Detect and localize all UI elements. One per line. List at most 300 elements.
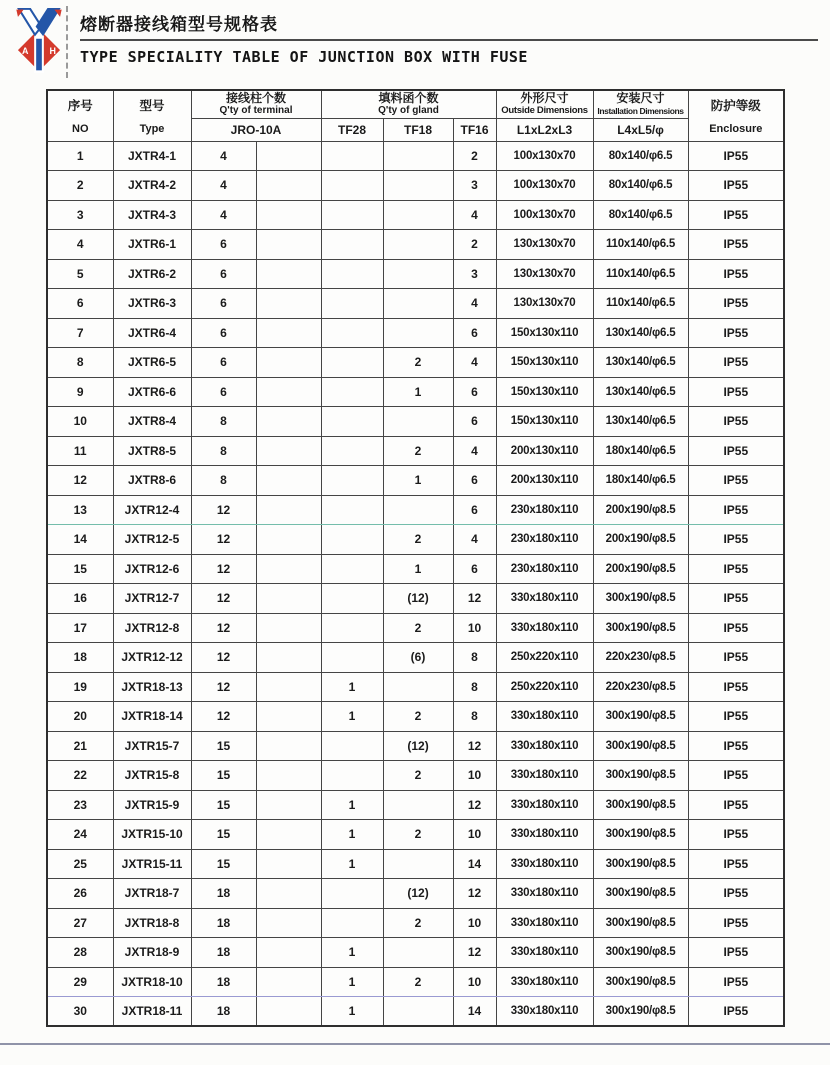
cell-jro-b [256, 908, 321, 938]
cell-jro-b [256, 200, 321, 230]
cell-type: JXTR12-5 [113, 525, 191, 555]
table-row [47, 171, 784, 201]
cell-install-dim: 300x190/φ8.5 [593, 997, 688, 1027]
cell-outside-dim: 200x130x110 [496, 466, 593, 496]
cell-install-dim: 200x190/φ8.5 [593, 554, 688, 584]
cell-no: 15 [47, 554, 113, 584]
cell-jro-a: 12 [191, 495, 256, 525]
cell-jro-b [256, 407, 321, 437]
cell-outside-dim: 250x220x110 [496, 672, 593, 702]
cell-tf18 [383, 200, 453, 230]
cell-jro-a: 6 [191, 377, 256, 407]
cell-jro-a: 15 [191, 849, 256, 879]
cell-enclosure: IP55 [688, 613, 784, 643]
cell-tf28 [321, 584, 383, 614]
cell-install-dim: 300x190/φ8.5 [593, 702, 688, 732]
cell-no: 16 [47, 584, 113, 614]
cell-jro-a: 6 [191, 289, 256, 319]
cell-install-dim: 110x140/φ6.5 [593, 289, 688, 319]
cell-type: JXTR6-6 [113, 377, 191, 407]
cell-tf16: 2 [453, 230, 496, 260]
cell-outside-dim: 330x180x110 [496, 731, 593, 761]
subcol-tf28: TF28 [321, 118, 383, 141]
table-row [47, 731, 784, 761]
emblem-left-arm [19, 9, 42, 35]
col-type-en: Type [139, 122, 165, 135]
cell-tf18 [383, 849, 453, 879]
cell-tf28 [321, 643, 383, 673]
cell-enclosure: IP55 [688, 908, 784, 938]
col-enclosure-en: Enclosure [709, 122, 763, 135]
cell-no: 4 [47, 230, 113, 260]
cell-no: 13 [47, 495, 113, 525]
cell-jro-a: 18 [191, 879, 256, 909]
cell-tf18: 1 [383, 377, 453, 407]
table-row [47, 377, 784, 407]
table-row [47, 466, 784, 496]
cell-no: 30 [47, 997, 113, 1027]
cell-type: JXTR6-4 [113, 318, 191, 348]
cell-tf16: 10 [453, 967, 496, 997]
cell-tf18 [383, 259, 453, 289]
cell-tf16: 10 [453, 613, 496, 643]
cell-install-dim: 130x140/φ6.5 [593, 318, 688, 348]
col-type-zh: 型号 [139, 98, 165, 113]
table-row [47, 554, 784, 584]
cell-tf16: 10 [453, 820, 496, 850]
cell-enclosure: IP55 [688, 289, 784, 319]
cell-no: 22 [47, 761, 113, 791]
cell-install-dim: 300x190/φ8.5 [593, 761, 688, 791]
cell-no: 8 [47, 348, 113, 378]
cell-enclosure: IP55 [688, 643, 784, 673]
cell-no: 27 [47, 908, 113, 938]
cell-tf18 [383, 495, 453, 525]
cell-outside-dim: 330x180x110 [496, 849, 593, 879]
cell-no: 9 [47, 377, 113, 407]
col-header-install [593, 90, 688, 118]
subcol-tf18: TF18 [383, 118, 453, 141]
cell-outside-dim: 250x220x110 [496, 643, 593, 673]
cell-tf18 [383, 938, 453, 968]
cell-tf16: 6 [453, 554, 496, 584]
cell-no: 20 [47, 702, 113, 732]
cell-enclosure: IP55 [688, 466, 784, 496]
cell-tf16: 14 [453, 997, 496, 1027]
col-gland-zh: 填料函个数 [378, 91, 439, 106]
cell-tf28: 1 [321, 702, 383, 732]
cell-jro-a: 8 [191, 436, 256, 466]
cell-no: 23 [47, 790, 113, 820]
cell-tf28 [321, 879, 383, 909]
table-row [47, 702, 784, 732]
cell-tf16: 12 [453, 790, 496, 820]
cell-tf16: 12 [453, 879, 496, 909]
cell-tf18: 2 [383, 820, 453, 850]
table-row [47, 584, 784, 614]
cell-enclosure: IP55 [688, 820, 784, 850]
cell-tf16: 3 [453, 171, 496, 201]
cell-tf18 [383, 171, 453, 201]
cell-jro-b [256, 761, 321, 791]
table-row [47, 407, 784, 437]
title-underline [80, 39, 818, 41]
cell-enclosure: IP55 [688, 731, 784, 761]
cell-jro-a: 4 [191, 200, 256, 230]
cell-outside-dim: 330x180x110 [496, 613, 593, 643]
table-row [47, 200, 784, 230]
table-row [47, 436, 784, 466]
cell-type: JXTR18-8 [113, 908, 191, 938]
cell-jro-b [256, 141, 321, 171]
cell-no: 21 [47, 731, 113, 761]
cell-type: JXTR18-11 [113, 997, 191, 1027]
cell-enclosure: IP55 [688, 200, 784, 230]
cell-jro-a: 15 [191, 820, 256, 850]
cell-tf16: 6 [453, 318, 496, 348]
cell-jro-b [256, 171, 321, 201]
col-install-zh: 安装尺寸 [616, 91, 665, 106]
cell-install-dim: 300x190/φ8.5 [593, 820, 688, 850]
table-row [47, 879, 784, 909]
cell-install-dim: 300x190/φ8.5 [593, 967, 688, 997]
cell-enclosure: IP55 [688, 171, 784, 201]
cell-tf16: 4 [453, 200, 496, 230]
cell-no: 5 [47, 259, 113, 289]
table-row [47, 643, 784, 673]
cell-install-dim: 130x140/φ6.5 [593, 377, 688, 407]
cell-type: JXTR12-8 [113, 613, 191, 643]
cell-jro-b [256, 702, 321, 732]
cell-enclosure: IP55 [688, 997, 784, 1027]
cell-outside-dim: 130x130x70 [496, 259, 593, 289]
cell-jro-b [256, 554, 321, 584]
cell-tf18: (6) [383, 643, 453, 673]
cell-jro-b [256, 377, 321, 407]
cell-jro-b [256, 820, 321, 850]
cell-jro-a: 15 [191, 790, 256, 820]
cell-tf18: 2 [383, 613, 453, 643]
emblem-letter-h: H [49, 46, 56, 57]
cell-jro-a: 15 [191, 731, 256, 761]
cell-tf28 [321, 141, 383, 171]
cell-tf28: 1 [321, 790, 383, 820]
cell-tf16: 6 [453, 495, 496, 525]
page-bottom-rule [0, 1043, 830, 1045]
cell-no: 29 [47, 967, 113, 997]
cell-tf16: 6 [453, 407, 496, 437]
table-row [47, 259, 784, 289]
cell-jro-a: 12 [191, 672, 256, 702]
cell-tf16: 3 [453, 259, 496, 289]
cell-no: 17 [47, 613, 113, 643]
cell-tf28 [321, 171, 383, 201]
col-no-en: NO [72, 122, 89, 135]
cell-outside-dim: 330x180x110 [496, 761, 593, 791]
cell-outside-dim: 330x180x110 [496, 702, 593, 732]
cell-install-dim: 220x230/φ8.5 [593, 643, 688, 673]
cell-install-dim: 110x140/φ6.5 [593, 230, 688, 260]
cell-type: JXTR6-2 [113, 259, 191, 289]
cell-type: JXTR6-1 [113, 230, 191, 260]
cell-tf16: 12 [453, 938, 496, 968]
cell-install-dim: 130x140/φ6.5 [593, 407, 688, 437]
cell-tf28 [321, 377, 383, 407]
cell-jro-b [256, 938, 321, 968]
cell-no: 12 [47, 466, 113, 496]
cell-outside-dim: 100x130x70 [496, 171, 593, 201]
cell-outside-dim: 150x130x110 [496, 348, 593, 378]
cell-tf28 [321, 407, 383, 437]
cell-no: 11 [47, 436, 113, 466]
cell-install-dim: 80x140/φ6.5 [593, 141, 688, 171]
cell-jro-b [256, 466, 321, 496]
cell-tf28: 1 [321, 849, 383, 879]
cell-tf16: 8 [453, 672, 496, 702]
cell-jro-a: 12 [191, 613, 256, 643]
cell-type: JXTR18-14 [113, 702, 191, 732]
cell-jro-a: 18 [191, 908, 256, 938]
cell-jro-b [256, 259, 321, 289]
table-row [47, 908, 784, 938]
subcol-l1l2l3: L1xL2xL3 [496, 118, 593, 141]
cell-type: JXTR4-1 [113, 141, 191, 171]
cell-tf18: 2 [383, 436, 453, 466]
col-gland-en: Q'ty of gland [378, 105, 439, 117]
cell-install-dim: 80x140/φ6.5 [593, 171, 688, 201]
cell-enclosure: IP55 [688, 377, 784, 407]
cell-tf28: 1 [321, 820, 383, 850]
cell-tf28 [321, 230, 383, 260]
cell-tf18: 2 [383, 908, 453, 938]
table-row [47, 318, 784, 348]
cell-jro-a: 18 [191, 997, 256, 1027]
cell-enclosure: IP55 [688, 702, 784, 732]
table-row [47, 230, 784, 260]
cell-jro-b [256, 967, 321, 997]
cell-jro-b [256, 879, 321, 909]
cell-tf16: 6 [453, 377, 496, 407]
table-row [47, 820, 784, 850]
cell-tf18: 2 [383, 967, 453, 997]
cell-install-dim: 300x190/φ8.5 [593, 879, 688, 909]
cell-type: JXTR8-6 [113, 466, 191, 496]
cell-install-dim: 180x140/φ6.5 [593, 436, 688, 466]
col-terminal-en: Q'ty of terminal [219, 105, 293, 117]
cell-outside-dim: 150x130x110 [496, 318, 593, 348]
cell-tf16: 10 [453, 761, 496, 791]
emblem-right-arm [37, 9, 60, 35]
cell-jro-a: 12 [191, 554, 256, 584]
cell-jro-b [256, 731, 321, 761]
cell-type: JXTR18-13 [113, 672, 191, 702]
cell-install-dim: 300x190/φ8.5 [593, 908, 688, 938]
cell-jro-b [256, 613, 321, 643]
col-header-outside [496, 90, 593, 118]
cell-jro-b [256, 584, 321, 614]
page-title-chinese: 熔断器接线箱型号规格表 [80, 15, 278, 34]
cell-tf16: 6 [453, 466, 496, 496]
cell-tf18: 1 [383, 554, 453, 584]
cell-outside-dim: 130x130x70 [496, 289, 593, 319]
cell-jro-a: 15 [191, 761, 256, 791]
cell-jro-a: 12 [191, 525, 256, 555]
cell-outside-dim: 330x180x110 [496, 938, 593, 968]
cell-type: JXTR15-11 [113, 849, 191, 879]
cell-enclosure: IP55 [688, 348, 784, 378]
cell-outside-dim: 100x130x70 [496, 200, 593, 230]
cell-outside-dim: 150x130x110 [496, 377, 593, 407]
cell-tf18: (12) [383, 584, 453, 614]
cell-install-dim: 220x230/φ8.5 [593, 672, 688, 702]
cell-enclosure: IP55 [688, 525, 784, 555]
emblem-stem [36, 39, 42, 71]
cell-tf28 [321, 289, 383, 319]
cell-no: 10 [47, 407, 113, 437]
cell-jro-b [256, 230, 321, 260]
cell-tf16: 10 [453, 908, 496, 938]
col-header-type [113, 90, 191, 141]
col-outside-en: Outside Dimensions [501, 105, 588, 117]
cell-tf16: 8 [453, 643, 496, 673]
cell-enclosure: IP55 [688, 584, 784, 614]
subcol-l4l5: L4xL5/φ [593, 118, 688, 141]
cell-tf28 [321, 466, 383, 496]
cell-enclosure: IP55 [688, 967, 784, 997]
cell-tf18: 2 [383, 348, 453, 378]
cell-tf28: 1 [321, 938, 383, 968]
cell-tf28 [321, 613, 383, 643]
cell-outside-dim: 230x180x110 [496, 525, 593, 555]
cell-jro-a: 12 [191, 643, 256, 673]
cell-type: JXTR12-4 [113, 495, 191, 525]
cell-jro-a: 18 [191, 967, 256, 997]
cell-outside-dim: 230x180x110 [496, 554, 593, 584]
cell-no: 19 [47, 672, 113, 702]
cell-jro-a: 18 [191, 938, 256, 968]
cell-enclosure: IP55 [688, 407, 784, 437]
cell-jro-b [256, 643, 321, 673]
cell-tf18: 1 [383, 466, 453, 496]
cell-tf16: 8 [453, 702, 496, 732]
table-row [47, 672, 784, 702]
cell-type: JXTR4-2 [113, 171, 191, 201]
cell-type: JXTR18-7 [113, 879, 191, 909]
cell-tf18 [383, 141, 453, 171]
cell-outside-dim: 330x180x110 [496, 790, 593, 820]
cell-install-dim: 300x190/φ8.5 [593, 584, 688, 614]
cell-no: 1 [47, 141, 113, 171]
cell-jro-a: 6 [191, 348, 256, 378]
cell-type: JXTR15-10 [113, 820, 191, 850]
cell-enclosure: IP55 [688, 436, 784, 466]
cell-tf18 [383, 790, 453, 820]
cell-no: 28 [47, 938, 113, 968]
cell-type: JXTR6-5 [113, 348, 191, 378]
cell-type: JXTR8-4 [113, 407, 191, 437]
col-enclosure-zh: 防护等级 [710, 98, 761, 113]
cell-tf28 [321, 525, 383, 555]
cell-jro-b [256, 495, 321, 525]
emblem-letter-a: A [22, 46, 29, 57]
table-row [47, 849, 784, 879]
cell-tf18 [383, 318, 453, 348]
cell-jro-b [256, 997, 321, 1027]
table-row [47, 525, 784, 555]
cell-tf16: 12 [453, 584, 496, 614]
cell-type: JXTR15-7 [113, 731, 191, 761]
cell-jro-b [256, 525, 321, 555]
cell-tf18 [383, 997, 453, 1027]
cell-tf16: 4 [453, 525, 496, 555]
cell-tf16: 14 [453, 849, 496, 879]
cell-outside-dim: 330x180x110 [496, 584, 593, 614]
col-header-terminal [191, 90, 321, 118]
cell-tf16: 4 [453, 289, 496, 319]
cell-tf28 [321, 348, 383, 378]
masthead-divider [66, 6, 68, 78]
cell-outside-dim: 330x180x110 [496, 967, 593, 997]
table-row [47, 289, 784, 319]
table-row [47, 997, 784, 1027]
cell-install-dim: 200x190/φ8.5 [593, 525, 688, 555]
cell-enclosure: IP55 [688, 230, 784, 260]
cell-outside-dim: 100x130x70 [496, 141, 593, 171]
table-row [47, 761, 784, 791]
cell-type: JXTR12-12 [113, 643, 191, 673]
cell-no: 25 [47, 849, 113, 879]
table-row [47, 938, 784, 968]
cell-enclosure: IP55 [688, 259, 784, 289]
cell-jro-b [256, 289, 321, 319]
cell-type: JXTR12-6 [113, 554, 191, 584]
cell-outside-dim: 150x130x110 [496, 407, 593, 437]
cell-enclosure: IP55 [688, 761, 784, 791]
cell-tf16: 12 [453, 731, 496, 761]
cell-tf18: 2 [383, 761, 453, 791]
cell-outside-dim: 330x180x110 [496, 879, 593, 909]
cell-tf28 [321, 554, 383, 584]
cell-tf18: (12) [383, 879, 453, 909]
cell-jro-a: 4 [191, 141, 256, 171]
cell-jro-b [256, 790, 321, 820]
cell-tf28 [321, 908, 383, 938]
col-header-enclosure [688, 90, 784, 141]
masthead [0, 0, 830, 84]
cell-jro-a: 12 [191, 702, 256, 732]
cell-tf28 [321, 495, 383, 525]
cell-install-dim: 300x190/φ8.5 [593, 731, 688, 761]
table-body [47, 141, 784, 1026]
cell-tf28: 1 [321, 672, 383, 702]
cell-install-dim: 300x190/φ8.5 [593, 849, 688, 879]
cell-no: 7 [47, 318, 113, 348]
cell-outside-dim: 200x130x110 [496, 436, 593, 466]
cell-type: JXTR4-3 [113, 200, 191, 230]
col-header-no [47, 90, 113, 141]
cell-type: JXTR15-8 [113, 761, 191, 791]
cell-jro-a: 6 [191, 259, 256, 289]
cell-install-dim: 200x190/φ8.5 [593, 495, 688, 525]
cell-tf18 [383, 407, 453, 437]
cell-no: 24 [47, 820, 113, 850]
cell-outside-dim: 230x180x110 [496, 495, 593, 525]
cell-enclosure: IP55 [688, 879, 784, 909]
cell-enclosure: IP55 [688, 849, 784, 879]
cell-tf18 [383, 672, 453, 702]
table-row [47, 967, 784, 997]
cell-enclosure: IP55 [688, 554, 784, 584]
